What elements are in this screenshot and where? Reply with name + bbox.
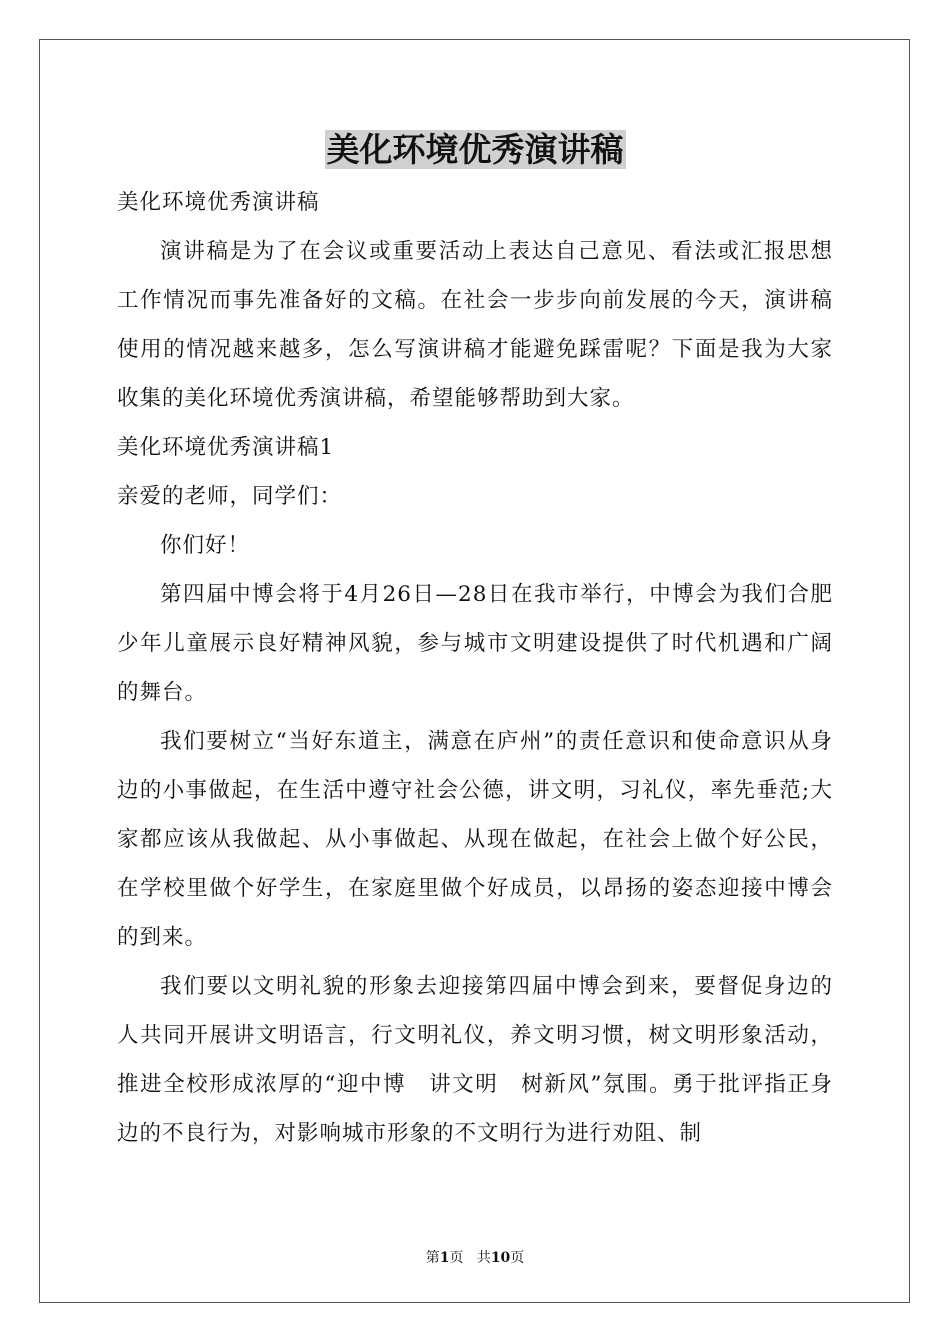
paragraph: 你们好！	[160, 533, 251, 558]
total-prefix: 共	[476, 1250, 491, 1266]
total-suffix: 页	[510, 1250, 525, 1266]
paragraph: 美化环境优秀演讲稿1	[117, 435, 335, 460]
total-pages: 10	[490, 1250, 511, 1266]
page-suffix: 页	[449, 1250, 464, 1266]
page-number: 1	[439, 1250, 450, 1266]
document-title-text: 美化环境优秀演讲稿	[326, 130, 624, 169]
page-prefix: 第	[425, 1250, 440, 1266]
paragraph: 美化环境优秀演讲稿	[117, 190, 320, 215]
paragraph: 演讲稿是为了在会议或重要活动上表达自己意见、看法或汇报思想工作情况而事先准备好的文稿。在社会一步步向前发展的今天，演讲稿使用的情况越来越多，怎么写演讲稿才能避免踩雷呢？下面是我为大家收集的美化环境优秀演讲稿，希望能够帮助到大家。	[117, 239, 833, 411]
paragraph: 第四届中博会将于4月26日—28日在我市举行，中博会为我们合肥少年儿童展示良好精神风貌，参与城市文明建设提供了时代机遇和广阔的舞台。	[117, 582, 833, 705]
document-title	[0, 128, 950, 172]
paragraph: 我们要树立“当好东道主，满意在庐州”的责任意识和使命意识从身边的小事做起，在生活中遵守社会公德，讲文明，习礼仪，率先垂范;大家都应该从我做起、从小事做起、从现在做起，在社会上做个好公民，在学校里做个好学生，在家庭里做个好成员，以昂扬的姿态迎接中博会的到来。	[117, 729, 833, 950]
paragraph: 我们要以文明礼貌的形象去迎接第四届中博会到来，要督促身边的人共同开展讲文明语言，行文明礼仪，养文明习惯，树文明形象活动，推进全校形成浓厚的“迎中博 讲文明 树新风”氛围。勇于批评指正身边的不良行为，对影响城市形象的不文明行为进行劝阻、制	[117, 974, 833, 1146]
document-body	[117, 178, 833, 1158]
page-footer	[0, 1248, 950, 1268]
paragraph: 亲爱的老师，同学们：	[117, 484, 343, 509]
